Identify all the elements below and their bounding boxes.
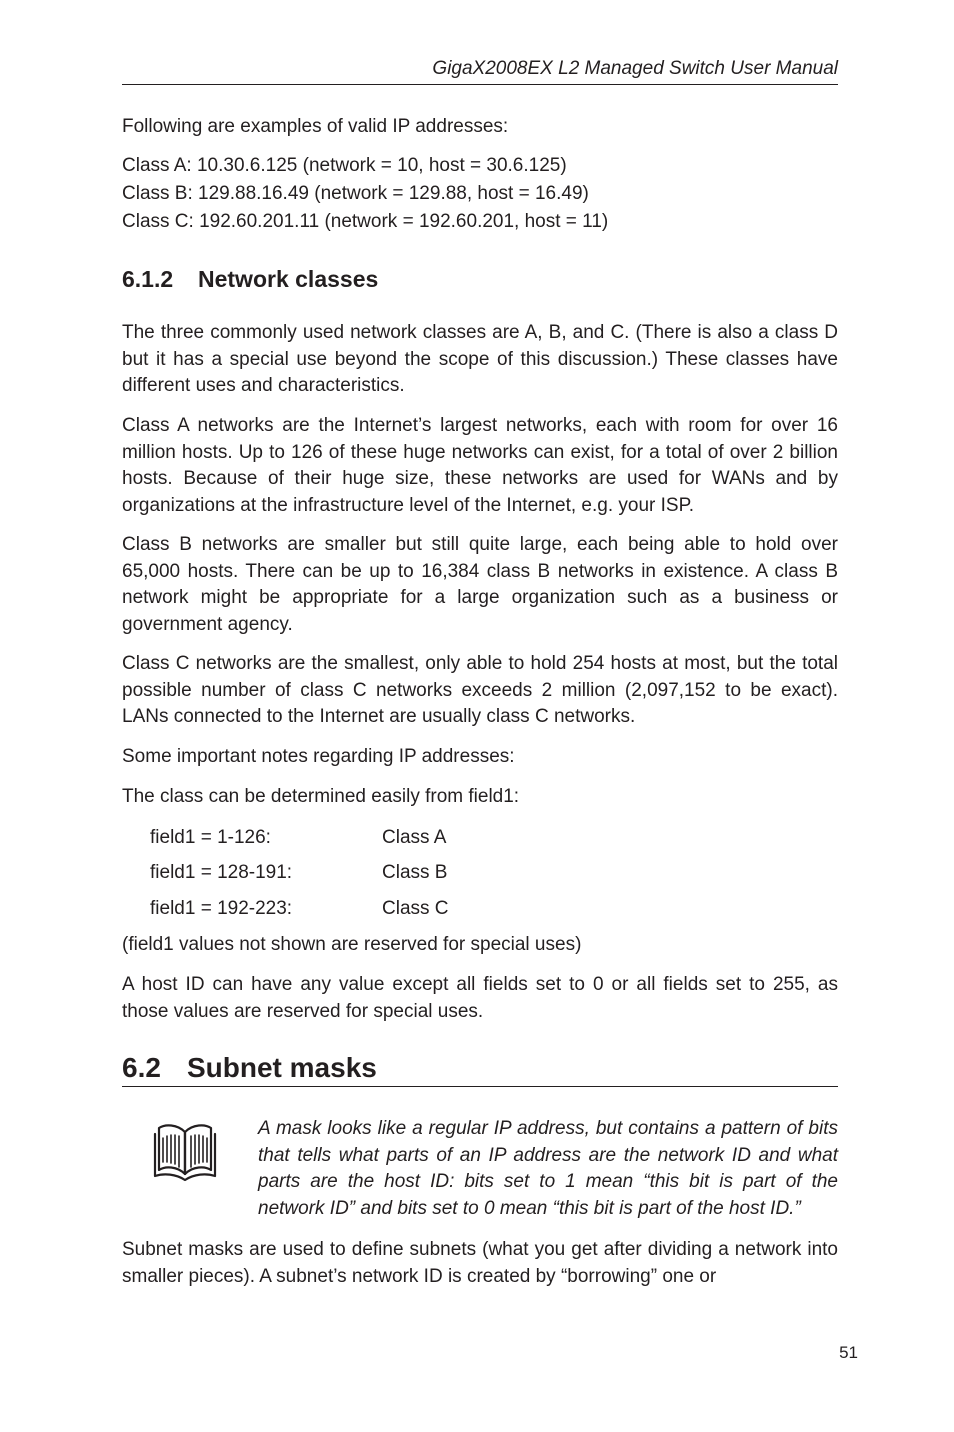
- paragraph-class-c: Class C networks are the smallest, only able to hold 254 hosts at most, but the total possible number of class C networks exceeds 2 million (2,097,152 to be exact). LANs connected to the Internet are usually class C networks.: [122, 653, 838, 727]
- paragraph-class-b: Class B networks are smaller but still quite large, each being able to hold over 65,000 hosts. There can be up to 16,384 class B networks in existence. A class B network might be appropriate for a large organization such as a business or government agency.: [122, 534, 838, 635]
- field-table-row: [150, 896, 449, 922]
- field-class: Class A: [382, 827, 447, 848]
- field-class: Class B: [382, 862, 448, 883]
- field-range: field1 = 1-126:: [150, 827, 271, 848]
- section-number: 6.1.2: [122, 266, 174, 292]
- host-id-note: A host ID can have any value except all fields set to 0 or all fields set to 255, as those values are reserved for special uses.: [122, 974, 838, 1022]
- paragraph-field1-intro: The class can be determined easily from field1:: [122, 786, 520, 807]
- field-class: Class C: [382, 898, 449, 919]
- example-class-b: Class B: 129.88.16.49 (network = 129.88, host = 16.49): [122, 183, 589, 204]
- field-range: field1 = 128-191:: [150, 862, 293, 883]
- examples-intro: Following are examples of valid IP addresses:: [122, 116, 509, 137]
- section-title: Subnet masks: [187, 1052, 377, 1083]
- examples-list: [122, 153, 838, 236]
- paragraph-subnet-intro: Subnet masks are used to define subnets (what you get after dividing a network into smaller pieces). A subnet’s network ID is created by “borrowing” one or: [122, 1239, 838, 1287]
- section-heading-subnet-masks: [122, 1050, 838, 1087]
- page-number: 51: [839, 1343, 858, 1362]
- example-class-a: Class A: 10.30.6.125 (network = 10, host = 30.6.125): [122, 155, 567, 176]
- example-class-c: Class C: 192.60.201.11 (network = 192.60.201, host = 11): [122, 211, 609, 232]
- field-range: field1 = 192-223:: [150, 898, 293, 919]
- section-heading-network-classes: [122, 264, 378, 294]
- running-header: GigaX2008EX L2 Managed Switch User Manual: [122, 56, 838, 85]
- field-table-row: [150, 825, 446, 851]
- section-title: Network classes: [198, 266, 379, 292]
- paragraph-notes-intro: Some important notes regarding IP addresses:: [122, 746, 515, 767]
- section-number: 6.2: [122, 1052, 161, 1083]
- reserved-note: (field1 values not shown are reserved for special uses): [122, 934, 582, 955]
- paragraph-class-a: Class A networks are the Internet’s largest networks, each with room for over 16 million hosts. Up to 126 of these huge networks can exist, for a total of over 2 billion hosts. Because of their huge size, these networks are used for WANs and by organizations at the infrastructure level of the Internet, e.g. your ISP.: [122, 415, 838, 516]
- paragraph-classes-overview: The three commonly used network classes are A, B, and C. (There is also a class D but it has a special use beyond the scope of this discussion.) These classes have different uses and characteristics.: [122, 322, 838, 396]
- book-icon: [152, 1118, 218, 1184]
- note-text: A mask looks like a regular IP address, but contains a pattern of bits that tells what parts of an IP address are the network ID and what parts are the host ID: bits set to 1 mean “this bit is part of the network ID” and bits set to 0 mean “this bit is part of the host ID.”: [258, 1118, 838, 1219]
- field-table-row: [150, 860, 447, 886]
